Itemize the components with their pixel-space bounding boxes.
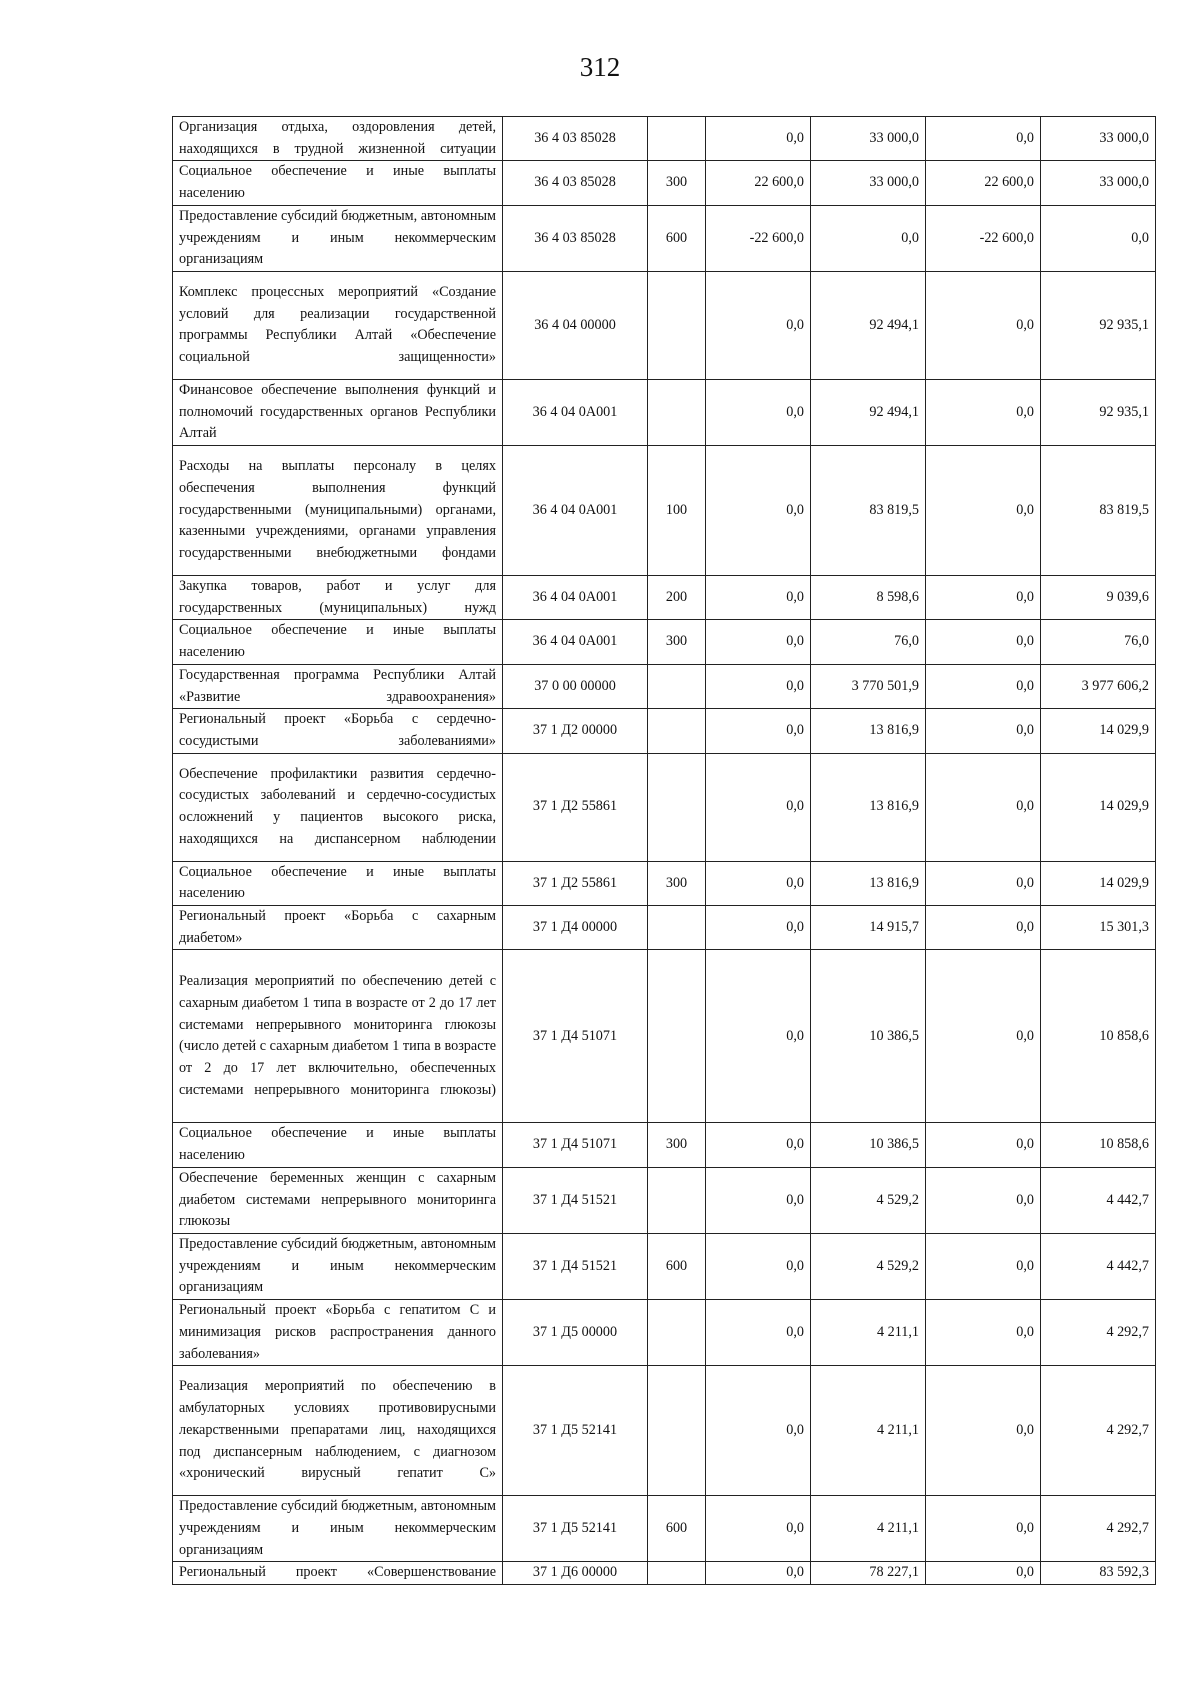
row-expense-type xyxy=(648,753,706,861)
row-value-1: 0,0 xyxy=(706,906,811,950)
row-value-1: 0,0 xyxy=(706,1123,811,1167)
table-row xyxy=(173,1366,1156,1496)
row-name: Обеспечение беременных женщин с сахарным диабетом системами непрерывного мониторинга глюкозы xyxy=(173,1167,503,1233)
table-row xyxy=(173,446,1156,576)
row-value-1: 22 600,0 xyxy=(706,161,811,205)
row-expense-type: 200 xyxy=(648,576,706,620)
row-name: Расходы на выплаты персоналу в целях обеспечения выполнения функций государственными (муниципальными) органами, казенными учреждениями, органами управления государственными внебюджетными фондами xyxy=(173,446,503,576)
row-value-4: 14 029,9 xyxy=(1041,861,1156,905)
row-value-3: 0,0 xyxy=(926,117,1041,161)
row-name: Предоставление субсидий бюджетным, автономным учреждениям и иным некоммерческим организациям xyxy=(173,1233,503,1299)
row-value-1: 0,0 xyxy=(706,1233,811,1299)
row-expense-type xyxy=(648,1562,706,1585)
table-row xyxy=(173,1496,1156,1562)
row-code: 37 1 Д2 00000 xyxy=(503,709,648,753)
row-expense-type: 600 xyxy=(648,205,706,271)
row-expense-type xyxy=(648,271,706,379)
row-value-1: 0,0 xyxy=(706,861,811,905)
row-expense-type xyxy=(648,709,706,753)
row-name: Финансовое обеспечение выполнения функций и полномочий государственных органов Республики Алтай xyxy=(173,379,503,445)
row-value-2: 14 915,7 xyxy=(811,906,926,950)
row-expense-type: 100 xyxy=(648,446,706,576)
row-value-3: 0,0 xyxy=(926,620,1041,664)
row-value-2: 33 000,0 xyxy=(811,161,926,205)
row-value-3: -22 600,0 xyxy=(926,205,1041,271)
table-row xyxy=(173,576,1156,620)
budget-table xyxy=(172,116,1156,1585)
table-row xyxy=(173,1562,1156,1585)
table-row xyxy=(173,906,1156,950)
row-name: Региональный проект «Совершенствование xyxy=(173,1562,503,1585)
row-value-1: 0,0 xyxy=(706,379,811,445)
row-value-4: 0,0 xyxy=(1041,205,1156,271)
table-row xyxy=(173,1167,1156,1233)
row-name: Реализация мероприятий по обеспечению в амбулаторных условиях противовирусными лекарственными препаратами лиц, находящихся под диспансерным наблюдением, с диагнозом «хронический вирусный гепатит С» xyxy=(173,1366,503,1496)
row-name: Региональный проект «Борьба с сахарным диабетом» xyxy=(173,906,503,950)
row-value-1: 0,0 xyxy=(706,1496,811,1562)
row-value-1: 0,0 xyxy=(706,576,811,620)
row-value-2: 10 386,5 xyxy=(811,950,926,1123)
row-value-1: 0,0 xyxy=(706,1300,811,1366)
row-expense-type xyxy=(648,1366,706,1496)
row-name: Социальное обеспечение и иные выплаты населению xyxy=(173,620,503,664)
row-expense-type: 300 xyxy=(648,620,706,664)
row-name: Комплекс процессных мероприятий «Создание условий для реализации государственной программы Республики Алтай «Обеспечение социальной защищенности» xyxy=(173,271,503,379)
row-code: 37 0 00 00000 xyxy=(503,664,648,708)
row-code: 37 1 Д4 51071 xyxy=(503,1123,648,1167)
row-code: 36 4 03 85028 xyxy=(503,161,648,205)
row-name: Закупка товаров, работ и услуг для государственных (муниципальных) нужд xyxy=(173,576,503,620)
row-value-2: 3 770 501,9 xyxy=(811,664,926,708)
row-value-2: 4 529,2 xyxy=(811,1233,926,1299)
row-value-3: 0,0 xyxy=(926,1496,1041,1562)
row-value-2: 92 494,1 xyxy=(811,379,926,445)
row-value-4: 4 442,7 xyxy=(1041,1167,1156,1233)
row-value-3: 0,0 xyxy=(926,753,1041,861)
row-code: 37 1 Д5 52141 xyxy=(503,1366,648,1496)
row-name: Региональный проект «Борьба с гепатитом С и минимизация рисков распространения данного заболевания» xyxy=(173,1300,503,1366)
row-value-2: 0,0 xyxy=(811,205,926,271)
row-code: 37 1 Д5 52141 xyxy=(503,1496,648,1562)
table-row xyxy=(173,709,1156,753)
row-value-4: 92 935,1 xyxy=(1041,271,1156,379)
row-value-3: 0,0 xyxy=(926,576,1041,620)
row-value-4: 10 858,6 xyxy=(1041,1123,1156,1167)
row-value-2: 76,0 xyxy=(811,620,926,664)
row-expense-type: 600 xyxy=(648,1496,706,1562)
row-name: Реализация мероприятий по обеспечению детей с сахарным диабетом 1 типа в возрасте от 2 до 17 лет системами непрерывного мониторинга глюкозы (число детей с сахарным диабетом 1 типа в возрасте от 2 до 17 лет включительно, обеспеченных системами непрерывного мониторинга глюкозы) xyxy=(173,950,503,1123)
row-code: 36 4 04 0А001 xyxy=(503,576,648,620)
row-value-2: 13 816,9 xyxy=(811,861,926,905)
table-row xyxy=(173,1233,1156,1299)
table-row xyxy=(173,753,1156,861)
row-value-3: 0,0 xyxy=(926,861,1041,905)
row-value-2: 92 494,1 xyxy=(811,271,926,379)
row-value-3: 0,0 xyxy=(926,1123,1041,1167)
row-expense-type: 300 xyxy=(648,161,706,205)
row-value-4: 4 292,7 xyxy=(1041,1366,1156,1496)
row-value-3: 0,0 xyxy=(926,709,1041,753)
row-code: 36 4 04 00000 xyxy=(503,271,648,379)
table-row xyxy=(173,271,1156,379)
row-value-3: 0,0 xyxy=(926,379,1041,445)
row-value-3: 0,0 xyxy=(926,1233,1041,1299)
row-expense-type xyxy=(648,906,706,950)
table-row xyxy=(173,205,1156,271)
row-code: 37 1 Д2 55861 xyxy=(503,753,648,861)
table-row xyxy=(173,664,1156,708)
row-value-2: 83 819,5 xyxy=(811,446,926,576)
row-code: 37 1 Д4 51071 xyxy=(503,950,648,1123)
row-name: Государственная программа Республики Алтай «Развитие здравоохранения» xyxy=(173,664,503,708)
row-value-1: 0,0 xyxy=(706,709,811,753)
row-value-3: 0,0 xyxy=(926,446,1041,576)
table-row xyxy=(173,379,1156,445)
row-value-4: 9 039,6 xyxy=(1041,576,1156,620)
row-value-1: 0,0 xyxy=(706,446,811,576)
table-row xyxy=(173,117,1156,161)
row-value-3: 0,0 xyxy=(926,664,1041,708)
row-value-2: 13 816,9 xyxy=(811,753,926,861)
row-expense-type xyxy=(648,664,706,708)
row-value-1: 0,0 xyxy=(706,950,811,1123)
row-value-4: 3 977 606,2 xyxy=(1041,664,1156,708)
page-number: 312 xyxy=(579,52,621,82)
row-value-4: 76,0 xyxy=(1041,620,1156,664)
row-name: Социальное обеспечение и иные выплаты населению xyxy=(173,161,503,205)
row-code: 37 1 Д5 00000 xyxy=(503,1300,648,1366)
row-value-4: 10 858,6 xyxy=(1041,950,1156,1123)
row-name: Региональный проект «Борьба с сердечно-сосудистыми заболеваниями» xyxy=(173,709,503,753)
row-value-1: 0,0 xyxy=(706,753,811,861)
row-value-2: 4 211,1 xyxy=(811,1496,926,1562)
row-value-1: 0,0 xyxy=(706,117,811,161)
table-row xyxy=(173,1123,1156,1167)
row-value-4: 14 029,9 xyxy=(1041,709,1156,753)
row-value-2: 10 386,5 xyxy=(811,1123,926,1167)
row-value-3: 0,0 xyxy=(926,906,1041,950)
row-value-2: 8 598,6 xyxy=(811,576,926,620)
table-body xyxy=(173,117,1156,1585)
row-value-2: 4 211,1 xyxy=(811,1300,926,1366)
row-value-1: 0,0 xyxy=(706,1562,811,1585)
row-value-4: 14 029,9 xyxy=(1041,753,1156,861)
row-expense-type xyxy=(648,1300,706,1366)
row-value-2: 4 529,2 xyxy=(811,1167,926,1233)
row-name: Обеспечение профилактики развития сердечно-сосудистых заболеваний и сердечно-сосудистых осложнений у пациентов высокого риска, находящихся на диспансерном наблюдении xyxy=(173,753,503,861)
row-value-1: 0,0 xyxy=(706,271,811,379)
row-value-3: 0,0 xyxy=(926,1300,1041,1366)
row-code: 37 1 Д2 55861 xyxy=(503,861,648,905)
row-name: Организация отдыха, оздоровления детей, находящихся в трудной жизненной ситуации xyxy=(173,117,503,161)
row-expense-type xyxy=(648,117,706,161)
row-expense-type: 300 xyxy=(648,861,706,905)
row-value-1: 0,0 xyxy=(706,664,811,708)
table-row xyxy=(173,620,1156,664)
row-value-4: 92 935,1 xyxy=(1041,379,1156,445)
row-expense-type xyxy=(648,1167,706,1233)
row-code: 36 4 03 85028 xyxy=(503,205,648,271)
row-name: Предоставление субсидий бюджетным, автономным учреждениям и иным некоммерческим организациям xyxy=(173,205,503,271)
row-value-1: 0,0 xyxy=(706,620,811,664)
row-value-3: 0,0 xyxy=(926,1167,1041,1233)
row-value-1: 0,0 xyxy=(706,1366,811,1496)
row-code: 36 4 03 85028 xyxy=(503,117,648,161)
row-value-4: 83 819,5 xyxy=(1041,446,1156,576)
row-name: Предоставление субсидий бюджетным, автономным учреждениям и иным некоммерческим организациям xyxy=(173,1496,503,1562)
table-row xyxy=(173,950,1156,1123)
row-value-1: 0,0 xyxy=(706,1167,811,1233)
row-expense-type: 600 xyxy=(648,1233,706,1299)
row-code: 37 1 Д4 51521 xyxy=(503,1167,648,1233)
row-expense-type: 300 xyxy=(648,1123,706,1167)
row-value-4: 83 592,3 xyxy=(1041,1562,1156,1585)
row-code: 37 1 Д4 00000 xyxy=(503,906,648,950)
row-value-4: 4 292,7 xyxy=(1041,1300,1156,1366)
row-value-3: 0,0 xyxy=(926,1366,1041,1496)
table-row xyxy=(173,861,1156,905)
row-value-2: 4 211,1 xyxy=(811,1366,926,1496)
row-value-3: 22 600,0 xyxy=(926,161,1041,205)
row-value-4: 33 000,0 xyxy=(1041,117,1156,161)
row-value-3: 0,0 xyxy=(926,950,1041,1123)
row-value-2: 13 816,9 xyxy=(811,709,926,753)
row-expense-type xyxy=(648,950,706,1123)
row-value-4: 4 442,7 xyxy=(1041,1233,1156,1299)
row-value-4: 15 301,3 xyxy=(1041,906,1156,950)
row-value-4: 33 000,0 xyxy=(1041,161,1156,205)
table-row xyxy=(173,1300,1156,1366)
row-code: 37 1 Д6 00000 xyxy=(503,1562,648,1585)
table-row xyxy=(173,161,1156,205)
row-value-2: 33 000,0 xyxy=(811,117,926,161)
row-value-3: 0,0 xyxy=(926,271,1041,379)
row-value-2: 78 227,1 xyxy=(811,1562,926,1585)
row-value-3: 0,0 xyxy=(926,1562,1041,1585)
row-code: 36 4 04 0А001 xyxy=(503,379,648,445)
row-value-1: -22 600,0 xyxy=(706,205,811,271)
row-code: 36 4 04 0А001 xyxy=(503,620,648,664)
row-expense-type xyxy=(648,379,706,445)
row-code: 36 4 04 0А001 xyxy=(503,446,648,576)
row-value-4: 4 292,7 xyxy=(1041,1496,1156,1562)
row-name: Социальное обеспечение и иные выплаты населению xyxy=(173,861,503,905)
row-code: 37 1 Д4 51521 xyxy=(503,1233,648,1299)
row-name: Социальное обеспечение и иные выплаты населению xyxy=(173,1123,503,1167)
